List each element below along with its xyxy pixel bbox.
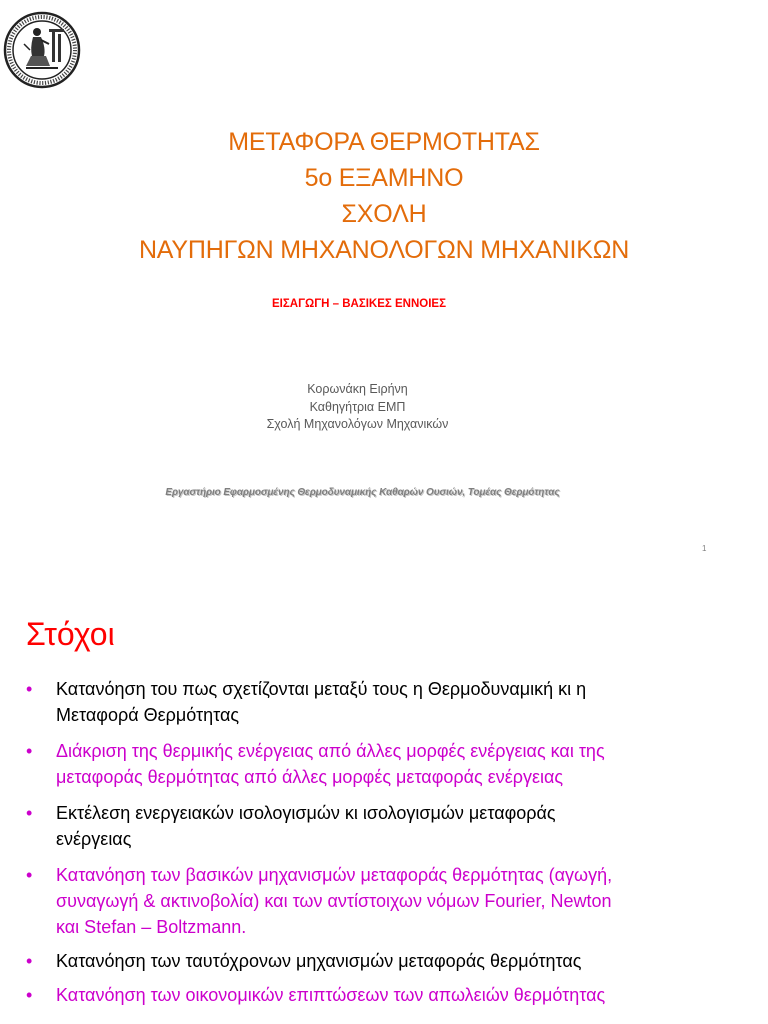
goals-heading: Στόχοι (26, 616, 115, 652)
course-title (0, 124, 768, 268)
ntua-seal-icon (2, 10, 82, 90)
goals-slide (0, 580, 768, 1024)
goal-line: Κατανόηση των οικονομικών επιπτώσεων των απωλειών θερμότητας (56, 985, 606, 1005)
bullet-icon: • (26, 679, 33, 699)
goal-text (56, 948, 756, 974)
goal-line: και Stefan – Boltzmann. (56, 917, 247, 937)
bullet-icon: • (26, 741, 33, 761)
bullet-icon: • (26, 985, 33, 1005)
goal-text (56, 982, 756, 1008)
lecture-subtitle: ΕΙΣΑΓΩΓΗ – ΒΑΣΙΚΕΣ ΕΝΝΟΙΕΣ (272, 298, 446, 310)
author-school: Σχολή Μηχανολόγων Μηχανικών (266, 417, 449, 431)
title-line-4: ΝΑΥΠΗΓΩΝ ΜΗΧΑΝΟΛΟΓΩΝ ΜΗΧΑΝΙΚΩΝ (138, 236, 630, 264)
goal-text (56, 676, 756, 728)
title-line-3: ΣΧΟΛΗ (341, 200, 427, 228)
bullet-icon: • (26, 865, 33, 885)
goal-line: συναγωγή & ακτινοβολία) και των αντίστοιχων νόμων Fourier, Newton (56, 891, 612, 911)
goal-line: Εκτέλεση ενεργειακών ισολογισμών κι ισολογισμών μεταφοράς (56, 803, 556, 823)
goal-line: Κατανόηση του πως σχετίζονται μεταξύ τους η Θερμοδυναμική κι η (56, 679, 587, 699)
laboratory-name: Εργαστήριο Εφαρμοσμένης Θερμοδυναμικής Καθαρών Ουσιών, Τομέας Θερμότητας (165, 487, 560, 498)
goal-line: Κατανόηση των βασικών μηχανισμών μεταφοράς θερμότητας (αγωγή, (56, 865, 613, 885)
author-info (0, 381, 715, 434)
title-line-1: ΜΕΤΑΦΟΡΑ ΘΕΡΜΟΤΗΤΑΣ (228, 128, 540, 156)
goal-line: Διάκριση της θερμικής ενέργειας από άλλες μορφές ενέργειας και της (56, 741, 605, 761)
goal-line: Μεταφορά Θερμότητας (56, 705, 240, 725)
bullet-icon: • (26, 951, 33, 971)
goal-text (56, 800, 756, 852)
author-name: Κορωνάκη Ειρήνη (307, 382, 408, 396)
goal-text (56, 862, 756, 940)
author-position: Καθηγήτρια ΕΜΠ (309, 399, 406, 414)
page-number: 1 (702, 544, 707, 553)
goal-line: ενέργειας (56, 829, 132, 849)
bullet-icon: • (26, 803, 33, 823)
title-line-2: 5ο ΕΞΑΜΗΝΟ (304, 164, 464, 192)
goal-text (56, 738, 756, 790)
goal-line: μεταφοράς θερμότητας από άλλες μορφές μεταφοράς ενέργειας (56, 767, 564, 787)
goal-line: Κατανόηση των ταυτόχρονων μηχανισμών μεταφοράς θερμότητας (56, 951, 582, 971)
